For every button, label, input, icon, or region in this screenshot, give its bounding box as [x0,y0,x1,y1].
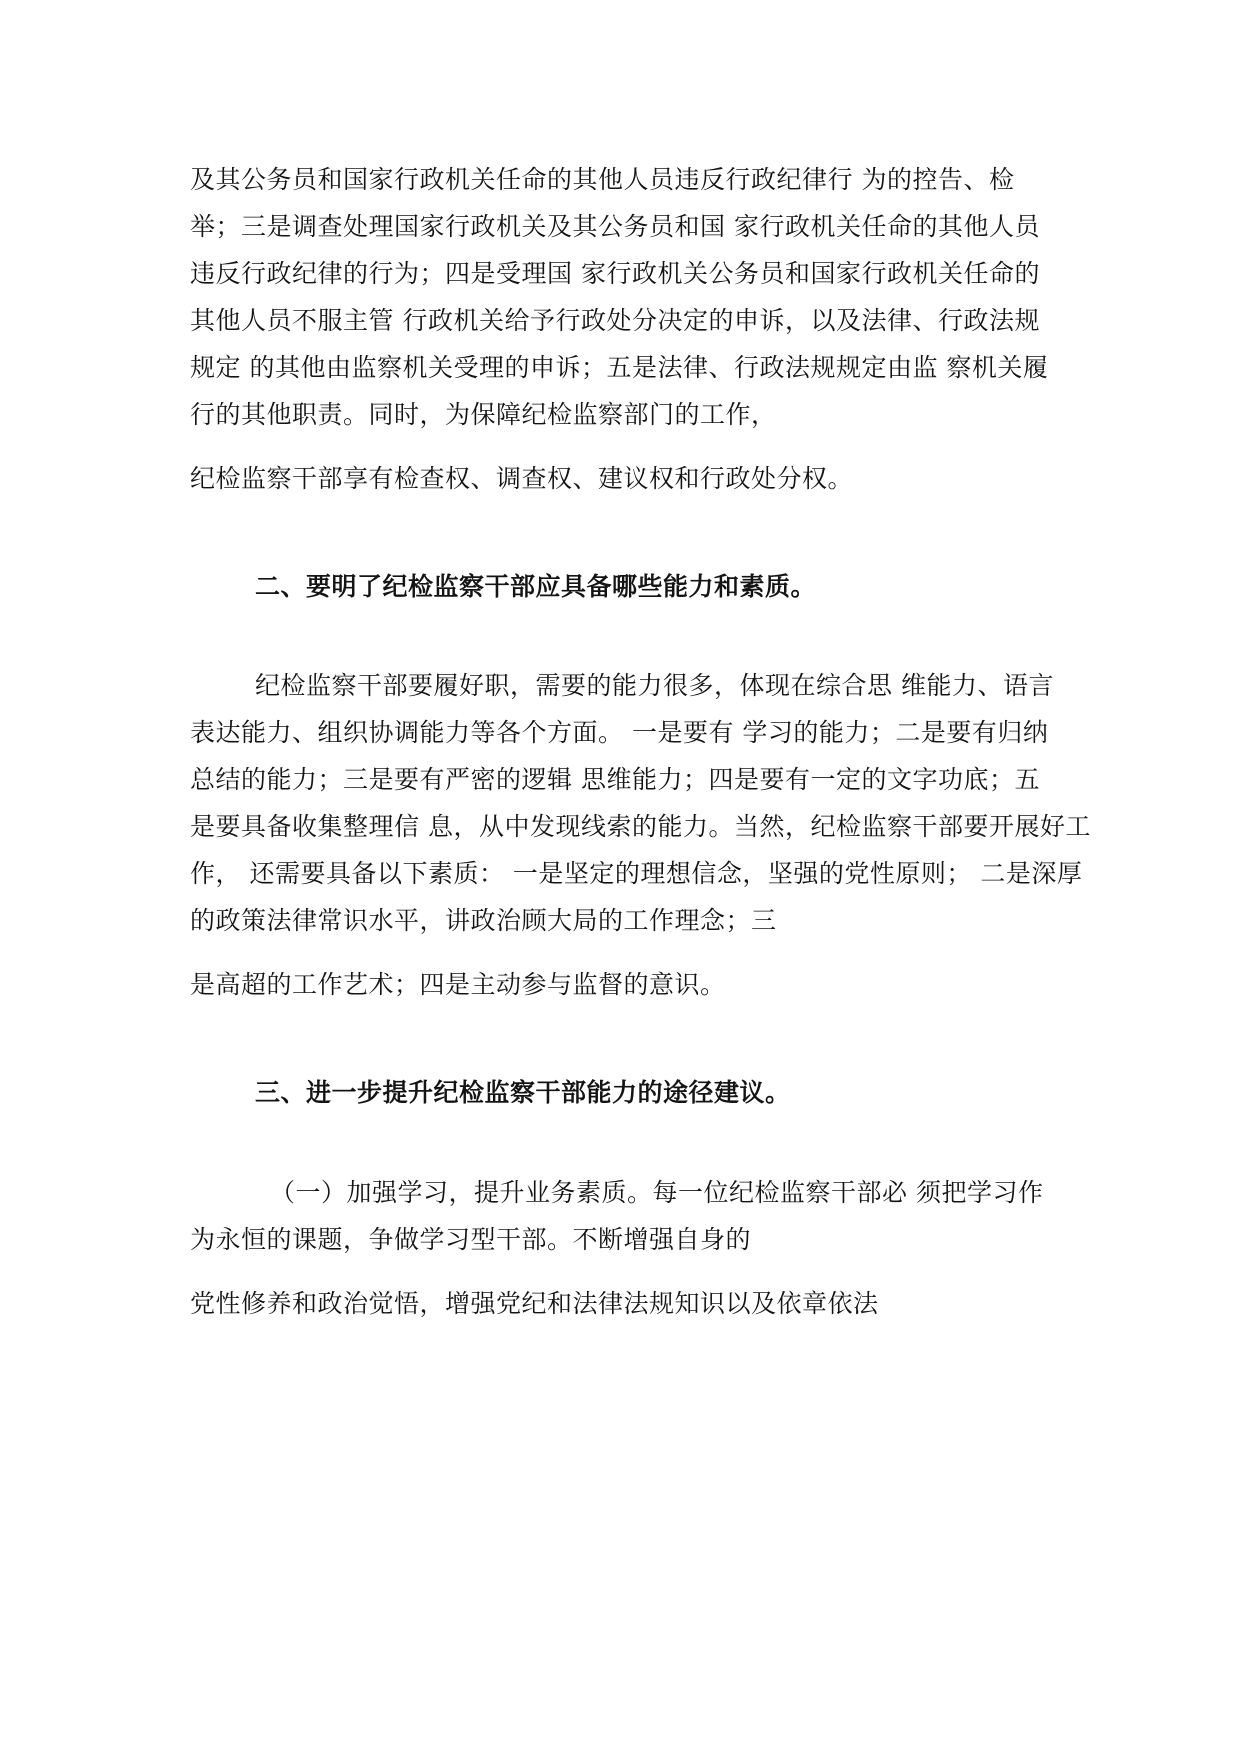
paragraph-line: 违反行政纪律的行为；四是受理国 家行政机关公务员和国家行政机关任命的 [190,259,1040,288]
paragraph-line: （一）加强学习，提升业务素质。每一位纪检监察干部必 须把学习作 [270,1178,1044,1207]
paragraph-line: 纪检监察干部要履好职，需要的能力很多，体现在综合思 维能力、语言 [255,671,1054,700]
paragraph-line: 其他人员不服主管 行政机关给予行政处分决定的申诉，以及法律、行政法规 [190,306,1040,335]
paragraph-line: 行的其他职责。同时，为保障纪检监察部门的工作， [190,400,777,429]
paragraph-line: 作， 还需要具备以下素质： 一是坚定的理想信念，坚强的党性原则； 二是深厚 [190,859,1083,888]
paragraph-line: 规定 的其他由监察机关受理的申诉；五是法律、行政法规规定由监 察机关履 [190,353,1049,382]
paragraph-line: 党性修养和政治觉悟，增强党纪和法律法规知识以及依章依法 [190,1289,879,1318]
paragraph-line: 举；三是调查处理国家行政机关及其公务员和国 家行政机关任命的其他人员 [190,212,1040,241]
paragraph-line: 为永恒的课题，争做学习型干部。不断增强自身的 [190,1225,752,1254]
paragraph-line: 是要具备收集整理信 息，从中发现线索的能力。当然，纪检监察干部要开展好工 [190,812,1091,841]
paragraph-line: 纪检监察干部享有检查权、调查权、建议权和行政处分权。 [190,464,854,493]
paragraph-line: 的政策法律常识水平，讲政治顾大局的工作理念；三 [190,906,777,935]
paragraph-line: 表达能力、组织协调能力等各个方面。 一是要有 学习的能力；二是要有归纳 [190,718,1049,747]
paragraph-line: 及其公务员和国家行政机关任命的其他人员违反行政纪律行 为的控告、检 [190,165,1015,194]
paragraph-line: 总结的能力；三是要有严密的逻辑 思维能力；四是要有一定的文字功底；五 [190,765,1040,794]
section-heading: 二、要明了纪检监察干部应具备哪些能力和素质。 [255,572,817,601]
paragraph-line: 是高超的工作艺术；四是主动参与监督的意识。 [190,970,726,999]
section-heading: 三、进一步提升纪检监察干部能力的途径建议。 [255,1078,791,1107]
